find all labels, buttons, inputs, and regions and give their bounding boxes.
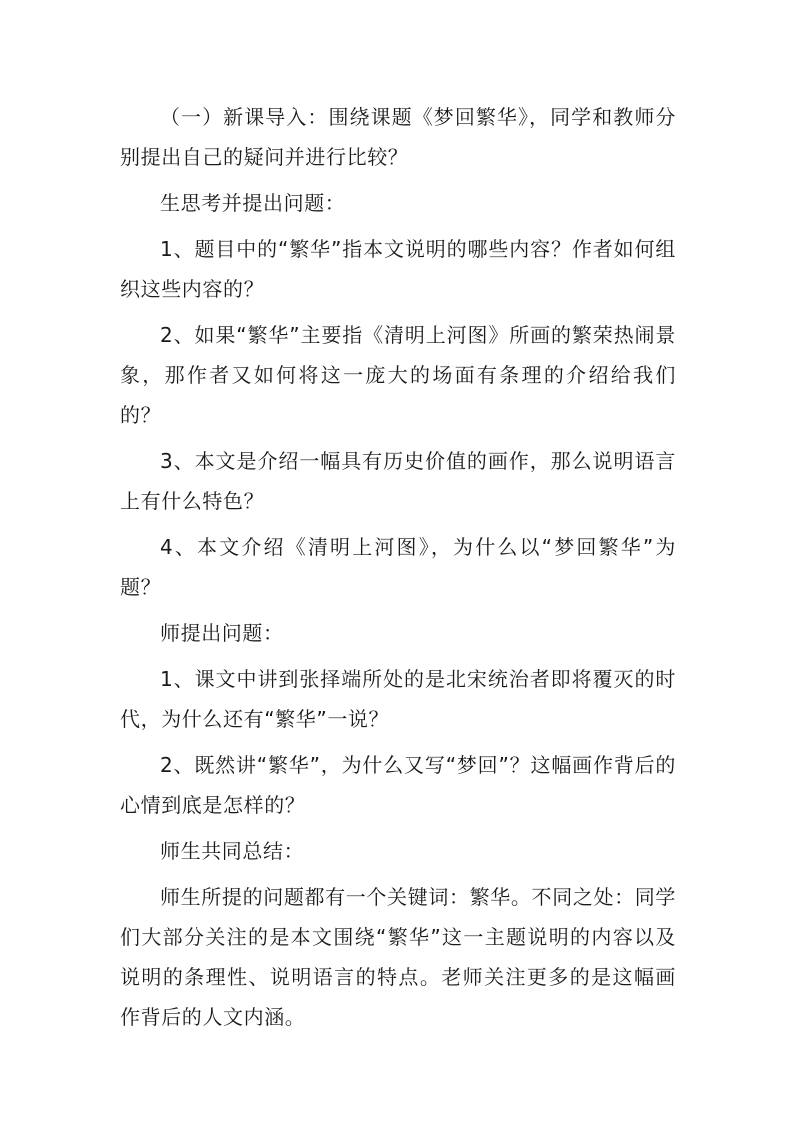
paragraph-student-heading: 生思考并提出问题： xyxy=(160,191,346,215)
paragraph-summary: 师生所提的问题都有一个关键词：繁华。不同之处：同学们大部分关注的是本文围绕“繁华”这一主题说明的内容以及说明的条理性、说明语言的特点。老师关注更多的是这幅画作背后的人文内涵。 xyxy=(120,885,676,1029)
paragraph-student-q2: 2、如果“繁华”主要指《清明上河图》所画的繁荣热闹景象，那作者又如何将这一庞大的场面有条理的介绍给我们的？ xyxy=(120,323,676,427)
paragraph-student-q4: 4、本文介绍《清明上河图》，为什么以“梦回繁华”为题？ xyxy=(120,535,676,599)
paragraph-teacher-q1: 1、课文中讲到张择端所处的是北宋统治者即将覆灭的时代，为什么还有“繁华”一说？ xyxy=(120,667,676,731)
paragraph-teacher-q2: 2、既然讲“繁华”，为什么又写“梦回”？这幅画作背后的心情到底是怎样的？ xyxy=(120,753,676,817)
document-body xyxy=(120,97,676,1043)
paragraph-student-q1: 1、题目中的“繁华”指本文说明的哪些内容？作者如何组织这些内容的？ xyxy=(120,237,676,301)
paragraph-summary-heading: 师生共同总结： xyxy=(160,839,305,863)
paragraph-teacher-heading: 师提出问题： xyxy=(160,621,284,645)
paragraph-student-q3: 3、本文是介绍一幅具有历史价值的画作，那么说明语言上有什么特色？ xyxy=(120,449,676,513)
paragraph-intro: （一）新课导入：围绕课题《梦回繁华》，同学和教师分别提出自己的疑问并进行比较？ xyxy=(120,105,676,169)
